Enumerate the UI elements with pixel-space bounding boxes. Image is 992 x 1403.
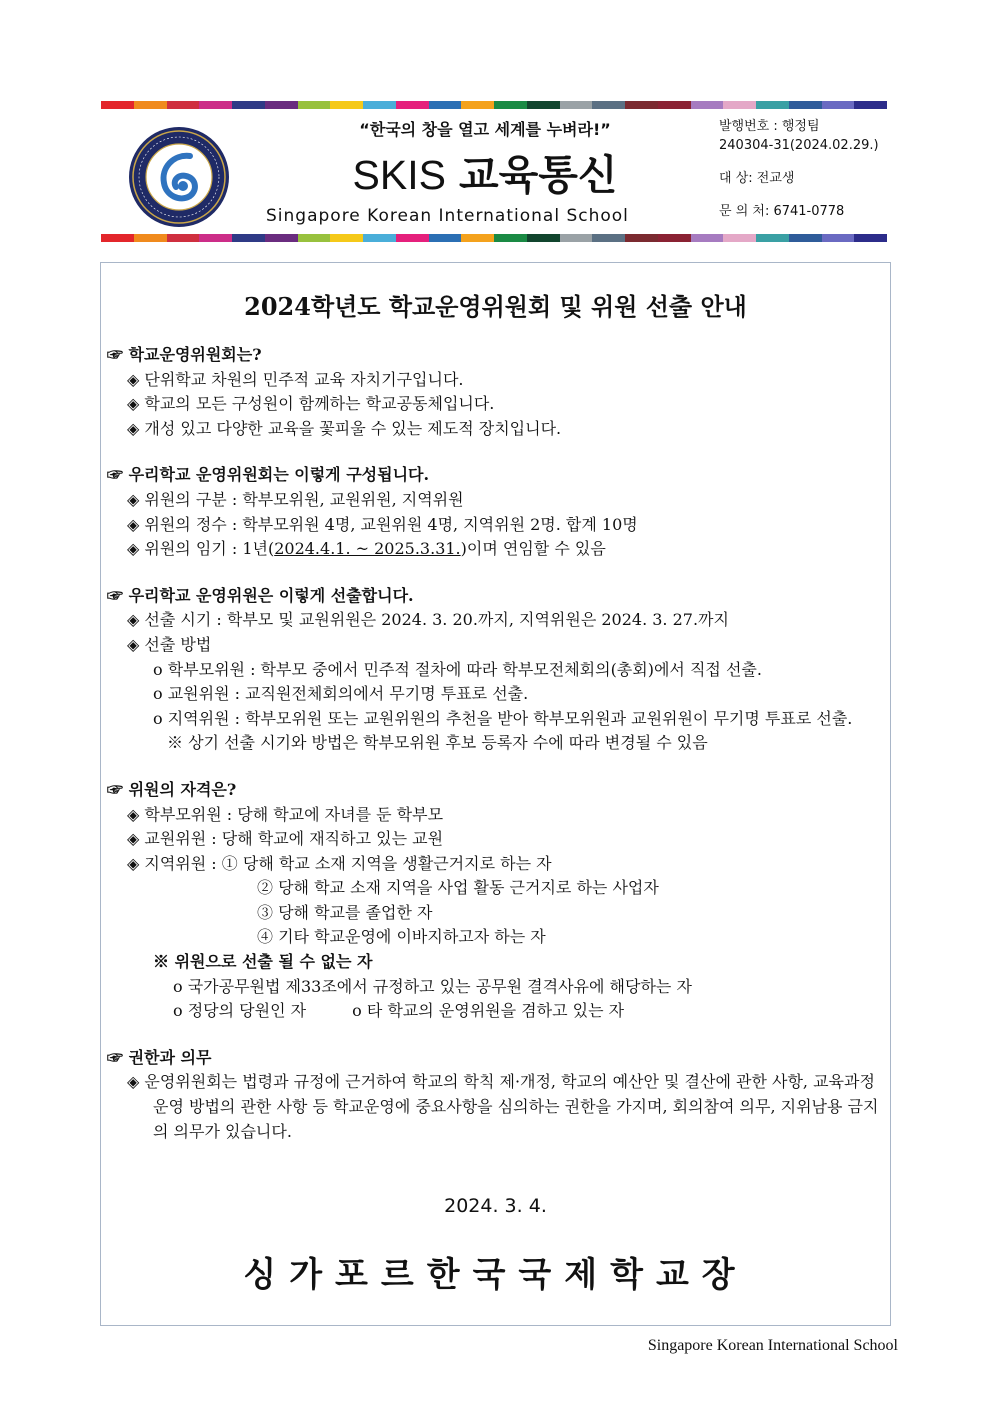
list-item: ◈ 단위학교 차원의 민주적 교육 자치기구입니다. — [127, 369, 464, 389]
sub-item: ④ 기타 학교운영에 이바지하고자 하는 자 — [257, 927, 546, 947]
stripe-segment — [592, 234, 625, 242]
sub-item: o 학부모위원 : 학부모 중에서 민주적 절차에 따라 학부모전체회의(총회)에서 직접 선출. — [153, 659, 762, 679]
notice-box — [100, 262, 891, 1326]
stripe-segment — [167, 101, 200, 109]
list-item: ◈ 위원의 구분 : 학부모위원, 교원위원, 지역위원 — [127, 489, 464, 509]
stripe-segment — [625, 234, 658, 242]
stripe-segment — [691, 234, 724, 242]
target-audience: 대 상: 전교생 — [719, 171, 795, 186]
stripe-segment — [134, 101, 167, 109]
stripe-segment — [658, 234, 691, 242]
stripe-segment — [822, 234, 855, 242]
stripe-segment — [265, 234, 298, 242]
stripe-segment — [854, 234, 887, 242]
sub-item: o 정당의 당원인 자 — [173, 1001, 307, 1021]
newsletter-title — [270, 147, 700, 203]
stripe-segment — [691, 101, 724, 109]
term-suffix: )이며 연임할 수 있음 — [460, 539, 606, 559]
stripe-segment — [396, 101, 429, 109]
slogan: “한국의 창을 열고 세계를 누벼라!” — [359, 120, 611, 139]
sub-item: ③ 당해 학교를 졸업한 자 — [257, 902, 433, 922]
stripe-segment — [232, 234, 265, 242]
stripe-segment — [789, 101, 822, 109]
stripe-segment — [298, 234, 331, 242]
stripe-segment — [429, 234, 462, 242]
school-logo — [128, 126, 230, 228]
stripe-segment — [560, 234, 593, 242]
document-title: 2024학년도 학교운영위원회 및 위원 선출 안내 — [244, 292, 747, 321]
school-name-en: Singapore Korean International School — [266, 206, 629, 226]
list-item: ◈ 개성 있고 다양한 교육을 꽃피울 수 있는 제도적 장치입니다. — [127, 418, 562, 438]
stripe-segment — [494, 234, 527, 242]
stripe-segment — [756, 234, 789, 242]
stripe-segment — [527, 101, 560, 109]
list-item: ◈ 지역위원 : ① 당해 학교 소재 지역을 생활근거지로 하는 자 — [127, 853, 552, 873]
issue-date: 2024. 3. 4. — [444, 1195, 547, 1217]
sub-item: o 지역위원 : 학부모위원 또는 교원위원의 추천을 받아 학부모위원과 교원위원이 무기명 투표로 선출. — [153, 708, 853, 728]
stripe-segment — [167, 234, 200, 242]
list-item: ◈ 선출 방법 — [127, 634, 212, 654]
publication-info — [719, 117, 889, 221]
stripe-segment — [363, 234, 396, 242]
stripe-segment — [789, 234, 822, 242]
stripe-segment — [527, 234, 560, 242]
contact-number: 문 의 처: 6741-0778 — [719, 204, 845, 219]
footer-school-name: Singapore Korean International School — [647, 1337, 898, 1354]
stripe-segment — [330, 101, 363, 109]
stripe-segment — [429, 101, 462, 109]
section-title: ☞ 권한과 의무 — [107, 1047, 212, 1067]
stripe-segment — [461, 101, 494, 109]
list-item: ◈ 교원위원 : 당해 학교에 재직하고 있는 교원 — [127, 829, 444, 849]
section-title: ☞ 우리학교 운영위원은 이렇게 선출합니다. — [107, 585, 414, 605]
stripe-segment — [265, 101, 298, 109]
sub-item: o 국가공무원법 제33조에서 규정하고 있는 공무원 결격사유에 해당하는 자 — [173, 976, 692, 996]
stripe-segment — [658, 101, 691, 109]
term-prefix: ◈ 위원의 임기 : 1년( — [127, 539, 275, 559]
sub-item: o 교원위원 : 교직원전체회의에서 무기명 투표로 선출. — [153, 684, 529, 704]
sub-item: ② 당해 학교 소재 지역을 사업 활동 근거지로 하는 사업자 — [257, 878, 659, 898]
title-ko: 교육통신 — [459, 151, 618, 199]
section-title: ☞ 우리학교 운영위원회는 이렇게 구성됩니다. — [107, 465, 430, 485]
stripe-segment — [625, 101, 658, 109]
stripe-segment — [101, 101, 134, 109]
color-stripe-top — [101, 101, 887, 109]
stripe-segment — [363, 101, 396, 109]
stripe-segment — [822, 101, 855, 109]
paragraph: ◈ 운영위원회는 법령과 규정에 근거하여 학교의 학칙 제·개정, 학교의 예산안 및 결산에 관한 사항, 교육과정 운영 방법의 관한 사항 등 학교운영에 중요사항을 심의하는 권한을 가지며, 회의참여 의무, 지위남용 금지의 의무가 있습니다. — [127, 1072, 879, 1141]
note: ※ 상기 선출 시기와 방법은 학부모위원 후보 등록자 수에 따라 변경될 수 있음 — [167, 733, 708, 753]
stripe-segment — [330, 234, 363, 242]
list-item: ◈ 학교의 모든 구성원이 함께하는 학교공동체입니다. — [127, 394, 495, 414]
stripe-segment — [854, 101, 887, 109]
stripe-segment — [199, 101, 232, 109]
stripe-segment — [723, 101, 756, 109]
stripe-segment — [134, 234, 167, 242]
pub-reference: 240304-31(2024.02.29.) — [719, 138, 879, 153]
stripe-segment — [756, 101, 789, 109]
list-item: ◈ 위원의 정수 : 학부모위원 4명, 교원위원 4명, 지역위원 2명. 합계 10명 — [127, 514, 638, 534]
stripe-segment — [494, 101, 527, 109]
stripe-segment — [101, 234, 134, 242]
term-dates: 2024.4.1. ~ 2025.3.31. — [274, 539, 461, 559]
pub-number: 발행번호 : 행정팀 — [719, 119, 820, 134]
stripe-segment — [560, 101, 593, 109]
stripe-segment — [592, 101, 625, 109]
list-item: ◈ 학부모위원 : 당해 학교에 자녀를 둔 학부모 — [127, 804, 444, 824]
stripe-segment — [461, 234, 494, 242]
section-title: ☞ 학교운영위원회는? — [107, 345, 262, 364]
stripe-segment — [298, 101, 331, 109]
color-stripe-bottom — [101, 234, 887, 242]
list-item: ◈ 선출 시기 : 학부모 및 교원위원은 2024. 3. 20.까지, 지역위원은 2024. 3. 27.까지 — [127, 610, 729, 630]
section-title: ☞ 위원의 자격은? — [107, 779, 237, 799]
stripe-segment — [723, 234, 756, 242]
stripe-segment — [396, 234, 429, 242]
ineligible-title: ※ 위원으로 선출 될 수 없는 자 — [153, 952, 373, 972]
title-en: SKIS — [352, 152, 446, 198]
term-item — [107, 537, 887, 562]
sub-item: o 타 학교의 운영위원을 겸하고 있는 자 — [352, 1001, 625, 1021]
stripe-segment — [199, 234, 232, 242]
stripe-segment — [232, 101, 265, 109]
notice-content — [107, 343, 887, 1144]
principal-signature: 싱가포르한국국제학교장 — [243, 1255, 748, 1295]
sub-item-pair — [107, 999, 887, 1024]
